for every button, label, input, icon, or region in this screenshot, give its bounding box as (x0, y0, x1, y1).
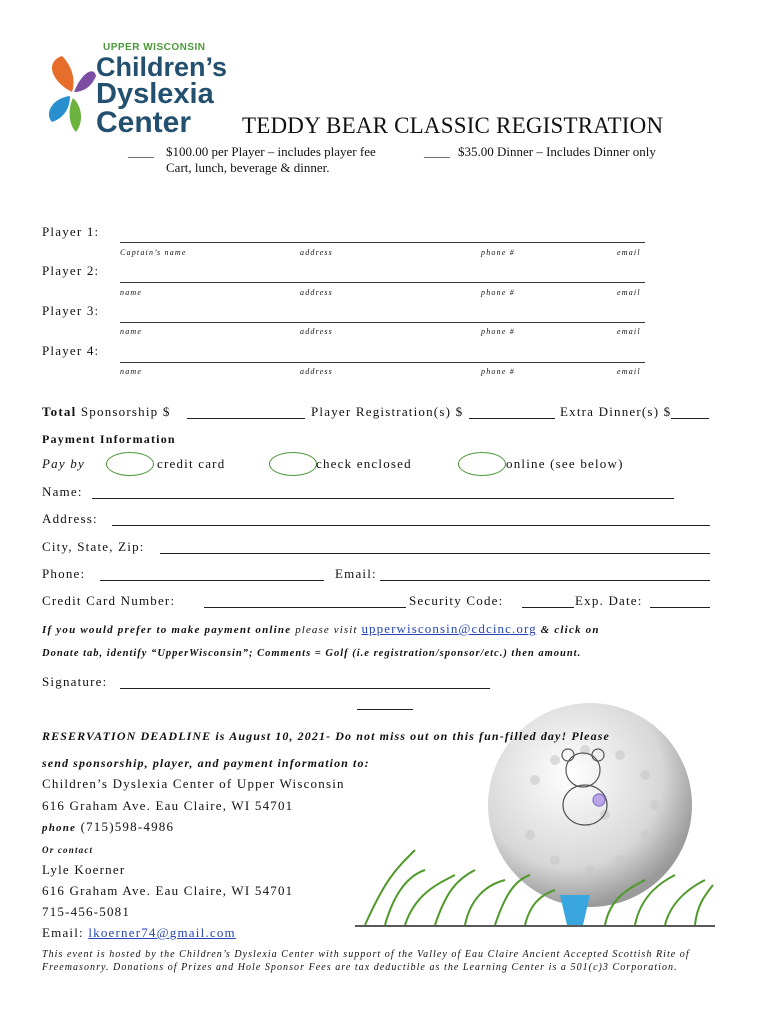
address2-email-row (42, 925, 236, 941)
extra-dinner-line[interactable] (671, 418, 709, 419)
player2-name-label: name (120, 288, 143, 297)
sponsorship-line[interactable] (187, 418, 305, 419)
address2-phone: 715-456-5081 (42, 904, 131, 919)
page-title: TEDDY BEAR CLASSIC REGISTRATION (242, 113, 664, 138)
player2-phone-label: phone # (481, 288, 515, 297)
player4-phone-label: phone # (481, 367, 515, 376)
player3-email-label: email (617, 327, 641, 336)
player3-phone-label: phone # (481, 327, 515, 336)
player3-address-label: address (300, 327, 333, 336)
address1-street: 616 Graham Ave. Eau Claire, WI 54701 (42, 798, 294, 813)
address1-org: Children’s Dyslexia Center of Upper Wisconsin (42, 776, 345, 791)
player3-label: Player 3: (42, 303, 100, 318)
city-label: City, State, Zip: (42, 539, 145, 554)
card-label: Credit Card Number: (42, 593, 176, 608)
address2-street: 616 Graham Ave. Eau Claire, WI 54701 (42, 883, 294, 898)
player1-name-label: Captain’s name (120, 248, 187, 257)
player-reg-label: Player Registration(s) $ (311, 404, 464, 419)
address1-phone-row (42, 819, 174, 835)
address2-email-label: Email: (42, 925, 84, 940)
address2-name: Lyle Koerner (42, 862, 126, 877)
player4-email-label: email (617, 367, 641, 376)
tee-icon (560, 895, 590, 925)
credit-card-radio[interactable] (106, 452, 154, 476)
address1-phone-label: phone (42, 822, 77, 834)
email-label: Email: (335, 566, 377, 581)
player-option-blank[interactable]: ____ (128, 144, 154, 159)
player4-line[interactable] (120, 362, 645, 363)
check-enclosed-label: check enclosed (316, 456, 412, 471)
player1-email-label: email (617, 248, 641, 257)
card-field[interactable] (204, 607, 406, 608)
phone-label: Phone: (42, 566, 86, 581)
totals-row (42, 404, 171, 420)
security-label: Security Code: (409, 593, 504, 608)
or-contact-label: Or contact (42, 845, 94, 855)
online-note-part3: & click on (540, 624, 600, 636)
address-field[interactable] (112, 525, 710, 526)
online-note-part1: If you would prefer to make payment online (42, 624, 292, 636)
sponsorship-label: Sponsorship $ (80, 404, 171, 419)
dinner-option-blank[interactable]: ____ (424, 144, 450, 159)
email-field[interactable] (380, 580, 710, 581)
player3-line[interactable] (120, 322, 645, 323)
logo-line-1: Children’s (96, 52, 228, 82)
online-note-line2: Donate tab, identify “UpperWisconsin”; Comments = Golf (i.e registration/sponsor/etc.) then amount. (42, 648, 582, 659)
butterfly-logo-icon (42, 52, 98, 136)
online-note (42, 621, 600, 637)
check-enclosed-radio[interactable] (269, 452, 317, 476)
player2-address-label: address (300, 288, 333, 297)
player2-line[interactable] (120, 282, 645, 283)
player1-address-label: address (300, 248, 333, 257)
logo-line-2: Dyslexia (96, 78, 214, 110)
player4-address-label: address (300, 367, 333, 376)
player1-label: Player 1: (42, 224, 100, 239)
signature-field[interactable] (120, 688, 490, 689)
name-label: Name: (42, 484, 83, 499)
player2-label: Player 2: (42, 263, 100, 278)
deadline-line2: send sponsorship, player, and payment information to: (42, 756, 370, 770)
player3-name-label: name (120, 327, 143, 336)
extra-dinner-label: Extra Dinner(s) $ (560, 404, 672, 419)
player-option-line2: Cart, lunch, beverage & dinner. (166, 160, 330, 175)
logo-top-text: UPPER WISCONSIN (103, 42, 206, 53)
online-radio[interactable] (458, 452, 506, 476)
exp-field[interactable] (650, 607, 710, 608)
player4-name-label: name (120, 367, 143, 376)
online-link[interactable]: upperwisconsin@cdcinc.org (361, 621, 537, 636)
phone-field[interactable] (100, 580, 324, 581)
security-field[interactable] (522, 607, 574, 608)
pay-by-label: Pay by (42, 456, 85, 471)
address2-email-link[interactable]: lkoerner74@gmail.com (88, 925, 236, 940)
online-note-part2: please visit (295, 624, 358, 636)
footer-line2: Freemasonry. Donations of Prizes and Hole Sponsor Fees are tax deductible as the Learning Center is a 501(c)3 Corporation. (42, 962, 678, 973)
total-bold-label: Total (42, 404, 77, 419)
signature-label: Signature: (42, 674, 108, 689)
player-reg-line[interactable] (469, 418, 555, 419)
address-label: Address: (42, 511, 98, 526)
deadline-line1: RESERVATION DEADLINE is August 10, 2021- Do not miss out on this fun-filled day! Please (42, 729, 610, 743)
player-option-line1: $100.00 per Player – includes player fee (166, 144, 376, 159)
player2-email-label: email (617, 288, 641, 297)
credit-card-label: credit card (157, 456, 226, 471)
player1-phone-label: phone # (481, 248, 515, 257)
online-label: online (see below) (506, 456, 624, 471)
footer-line1: This event is hosted by the Children’s Dyslexia Center with support of the Valley of Eau Claire Ancient Accepted Scottish Rite of (42, 949, 690, 960)
logo-line-3: Center (96, 106, 192, 139)
player1-line[interactable] (120, 242, 645, 243)
player4-label: Player 4: (42, 343, 100, 358)
dinner-option-line1: $35.00 Dinner – Includes Dinner only (458, 144, 656, 159)
address1-phone: (715)598-4986 (80, 819, 175, 834)
exp-label: Exp. Date: (575, 593, 643, 608)
city-field[interactable] (160, 553, 710, 554)
name-field[interactable] (92, 498, 674, 499)
payment-heading: Payment Information (42, 432, 176, 446)
